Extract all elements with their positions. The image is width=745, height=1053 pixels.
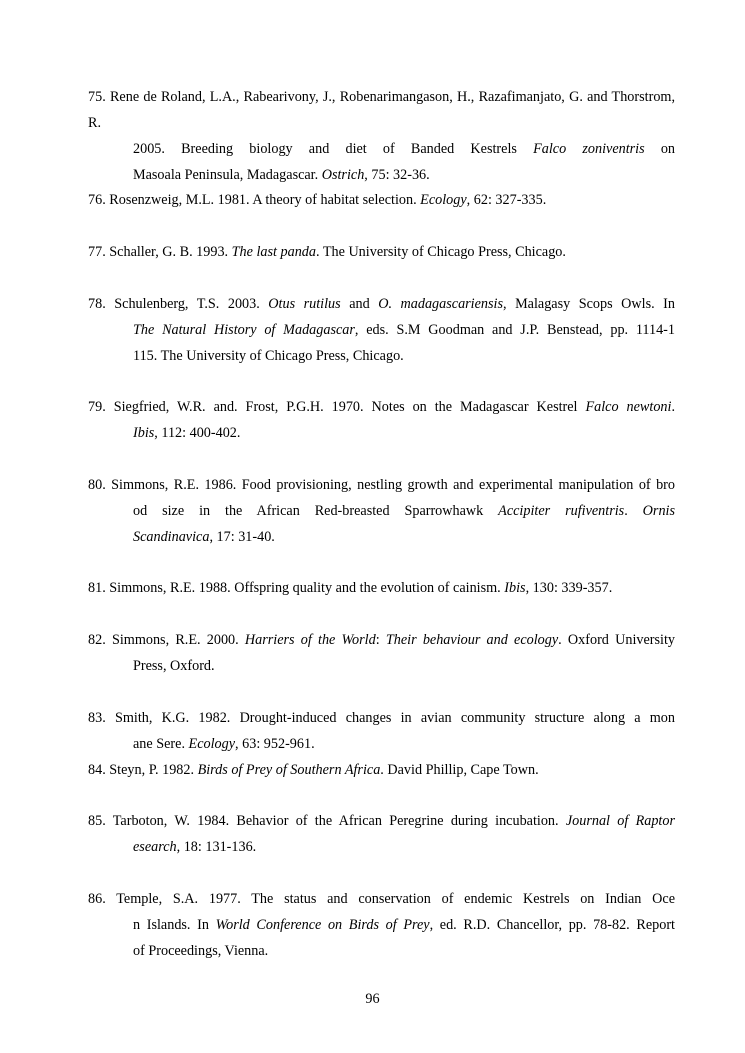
reference-text: , 18: 131-136. <box>176 839 257 855</box>
reference-79 <box>88 394 675 446</box>
reference-line <box>88 653 675 679</box>
reference-number: 82. <box>88 632 112 648</box>
reference-line <box>88 627 675 653</box>
reference-italic-text: Ecology <box>188 736 236 752</box>
reference-italic-text: Accipiter rufiventris <box>498 503 625 519</box>
reference-line <box>88 84 675 136</box>
reference-text: ane Sere. <box>133 736 189 752</box>
reference-line <box>88 343 675 369</box>
reference-75 <box>88 84 675 188</box>
reference-text: , 63: 952-961. <box>235 736 315 752</box>
reference-line <box>88 394 675 420</box>
reference-italic-text: The last panda <box>231 244 316 260</box>
reference-italic-text: O. madagascariensis <box>378 296 503 312</box>
reference-italic-text: Journal of Raptor <box>565 813 675 829</box>
reference-text: . The University of Chicago Press, Chicago. <box>316 244 566 260</box>
reference-text: , 130: 339-357. <box>525 580 613 596</box>
reference-text: Simmons, R.E. 1988. Offspring quality and the evolution of cainism. <box>109 580 505 596</box>
reference-text: , ed. R.D. Chancellor, pp. 78-82. Report <box>429 917 675 933</box>
reference-text: . <box>624 503 643 519</box>
reference-italic-text: esearch <box>133 839 177 855</box>
reference-text: . <box>671 399 675 415</box>
reference-text: Smith, K.G. 1982. Drought-induced changes in avian community structure along a mon <box>114 710 675 726</box>
reference-line <box>88 912 675 938</box>
reference-italic-text: Harriers of the World <box>244 632 376 648</box>
reference-number: 77. <box>88 244 110 260</box>
reference-76 <box>88 187 675 213</box>
reference-number: 79. <box>88 399 114 415</box>
reference-text: on <box>644 141 676 157</box>
reference-text: od size in the African Red-breasted Sparrowhawk <box>133 503 499 519</box>
reference-line <box>88 420 675 446</box>
reference-number: 76. <box>88 192 110 208</box>
reference-text: . David Phillip, Cape Town. <box>380 762 539 778</box>
reference-line <box>88 731 675 757</box>
reference-number: 86. <box>88 891 117 907</box>
reference-line <box>88 808 675 834</box>
reference-83 <box>88 705 675 757</box>
reference-line <box>88 498 675 524</box>
reference-line <box>88 938 675 964</box>
reference-italic-text: Birds of Prey of Southern Africa <box>197 762 381 778</box>
reference-line <box>88 472 675 498</box>
reference-number: 81. <box>88 580 110 596</box>
reference-text: n Islands. In <box>133 917 216 933</box>
reference-italic-text: World Conference on Birds of Prey <box>215 917 430 933</box>
reference-text: and <box>340 296 379 312</box>
page-number: 96 <box>365 991 380 1007</box>
reference-text: Steyn, P. 1982. <box>109 762 198 778</box>
reference-text: 2005. Breeding biology and diet of Banded Kestrels <box>133 141 534 157</box>
reference-line <box>88 834 675 860</box>
reference-text: Temple, S.A. 1977. The status and conservation of endemic Kestrels on Indian Oce <box>116 891 675 907</box>
reference-text: Rosenzweig, M.L. 1981. A theory of habitat selection. <box>109 192 421 208</box>
reference-84 <box>88 757 675 783</box>
reference-text: 115. The University of Chicago Press, Chicago. <box>133 348 404 364</box>
reference-number: 80. <box>88 477 112 493</box>
reference-line <box>88 524 675 550</box>
reference-line <box>88 136 675 162</box>
reference-text: , 112: 400-402. <box>154 425 241 441</box>
reference-text: , Malagasy Scops Owls. In <box>503 296 675 312</box>
reference-italic-text: Otus rutilus <box>268 296 341 312</box>
reference-line <box>88 317 675 343</box>
reference-text: of Proceedings, Vienna. <box>133 943 269 959</box>
reference-text: : <box>375 632 386 648</box>
reference-italic-text: Ornis <box>642 503 675 519</box>
reference-line <box>88 187 675 213</box>
reference-82 <box>88 627 675 679</box>
reference-italic-text: Falco zoniventris <box>533 141 645 157</box>
reference-line <box>88 705 675 731</box>
reference-85 <box>88 808 675 860</box>
reference-text: Simmons, R.E. 1986. Food provisioning, nestling growth and experimental manipulation of bro <box>111 477 675 493</box>
reference-text: . Oxford University <box>558 632 676 648</box>
reference-text: , 62: 327-335. <box>466 192 547 208</box>
reference-italic-text: Ibis <box>504 580 526 596</box>
reference-text: , 17: 31-40. <box>209 529 275 545</box>
reference-78 <box>88 291 675 369</box>
reference-line <box>88 291 675 317</box>
reference-number: 78. <box>88 296 115 312</box>
reference-number: 83. <box>88 710 115 726</box>
reference-text: Rene de Roland, L.A., Rabearivony, J., Robenarimangason, H., Razafimanjato, G. and Thorstrom, R. <box>88 89 675 131</box>
reference-text: Siegfried, W.R. and. Frost, P.G.H. 1970. Notes on the Madagascar Kestrel <box>113 399 586 415</box>
reference-86 <box>88 886 675 964</box>
reference-text: Tarboton, W. 1984. Behavior of the African Peregrine during incubation. <box>112 813 566 829</box>
reference-italic-text: The Natural History of Madagascar <box>133 322 355 338</box>
reference-italic-text: Ecology <box>420 192 467 208</box>
reference-text: Masoala Peninsula, Madagascar. <box>133 167 322 183</box>
reference-number: 75. <box>88 89 110 105</box>
reference-italic-text: Scandinavica <box>133 529 210 545</box>
reference-80 <box>88 472 675 550</box>
reference-81 <box>88 575 675 601</box>
reference-italic-text: Their behaviour and ecology <box>385 632 559 648</box>
reference-text: , 75: 32-36. <box>364 167 430 183</box>
reference-77 <box>88 239 675 265</box>
reference-line <box>88 162 675 188</box>
reference-italic-text: Ibis <box>133 425 155 441</box>
reference-italic-text: Falco newtoni <box>585 399 672 415</box>
reference-text: Schulenberg, T.S. 2003. <box>114 296 269 312</box>
reference-text: Schaller, G. B. 1993. <box>109 244 232 260</box>
reference-line <box>88 575 675 601</box>
reference-italic-text: Ostrich <box>321 167 365 183</box>
reference-text: Simmons, R.E. 2000. <box>111 632 245 648</box>
reference-line <box>88 886 675 912</box>
reference-line <box>88 757 675 783</box>
reference-number: 84. <box>88 762 110 778</box>
reference-number: 85. <box>88 813 113 829</box>
reference-line <box>88 239 675 265</box>
reference-text: Press, Oxford. <box>133 658 215 674</box>
reference-text: , eds. S.M Goodman and J.P. Benstead, pp. 1114-1 <box>354 322 676 338</box>
